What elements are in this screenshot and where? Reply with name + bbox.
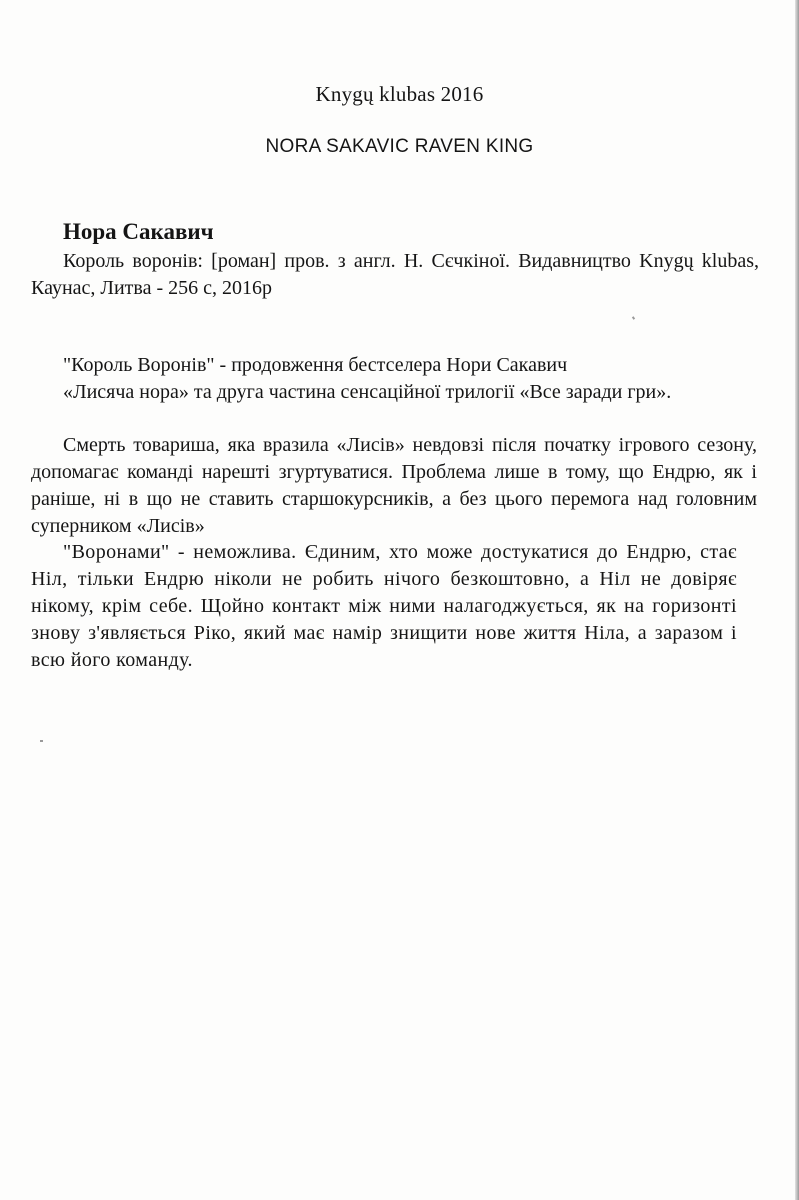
book-title-heading: NORA SAKAVIC RAVEN KING	[265, 136, 534, 157]
annotation-paragraph: Смерть товариша, яка вразила «Лисів» невдовзі після початку ігрового сезону, допомагає команді нарешті згуртуватися. Проблема лише в тому, що Ендрю, як і раніше, ні в що не ставить старшокурсників, а без цього перемога над головним суперником «Лисів»	[31, 434, 757, 537]
scan-artifact	[40, 740, 43, 742]
annotation-paragraph: «Лисяча нора» та друга частина сенсаційної трилогії «Все заради гри».	[63, 381, 672, 403]
scan-artifact	[632, 316, 635, 320]
author-name: Нора Сакавич	[63, 219, 214, 244]
annotation-paragraph: "Король Воронів" - продовження бестселера Нори Сакавич	[63, 354, 568, 376]
bibliographic-record: Король воронів: [роман] пров. з англ. Н. Сєчкіної. Видавництво Knygų klubas, Каунас, Литва - 256 с, 2016р	[31, 250, 759, 299]
publisher-heading: Knygų klubas 2016	[315, 82, 484, 106]
annotation-paragraph: "Воронами" - неможлива. Єдиним, хто може достукатися до Ендрю, стає Ніл, тільки Ендрю ніколи не робить нічого безкоштовно, а Ніл не довіряє нікому, крім себе. Щойно контакт між ними налагоджується, як на горизонті знову з'являється Ріко, який має намір знищити нове життя Ніла, а заразом і всю його команду.	[31, 541, 737, 671]
page-edge-shadow	[795, 0, 799, 1200]
